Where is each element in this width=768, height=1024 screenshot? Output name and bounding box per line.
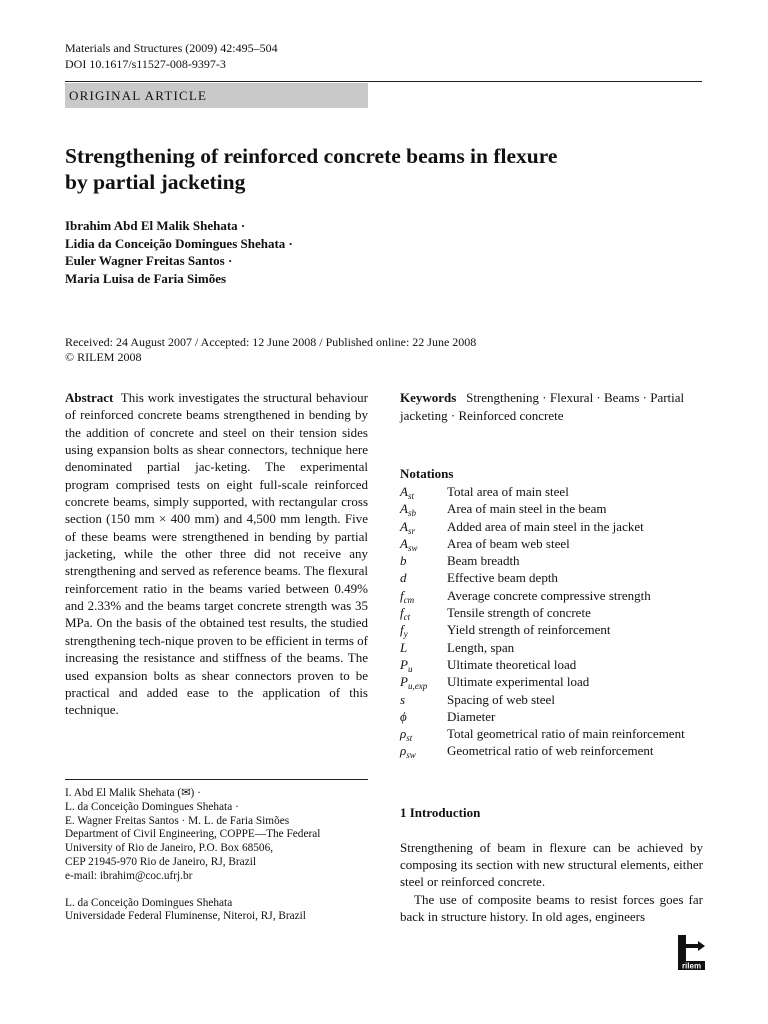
keywords-heading: Keywords — [400, 390, 457, 405]
intro-paragraph: The use of composite beams to resist forces goes far back in structure history. In old ages, engineers — [400, 891, 703, 924]
author-name: Lidia da Conceição Domingues Shehata · — [65, 235, 293, 251]
rilem-logo-text: rilem — [681, 961, 702, 970]
notation-definition: Diameter — [447, 708, 496, 724]
notation-symbol: ϕ — [400, 708, 407, 724]
notation-definition: Beam breadth — [447, 553, 520, 569]
introduction-body — [400, 839, 703, 925]
intro-paragraph: Strengthening of beam in flexure can be achieved by composing its section with new structural elements, either steel or reinforced concrete. — [400, 840, 703, 890]
notation-definition: Effective beam depth — [447, 570, 558, 586]
abstract-heading: Abstract — [65, 390, 114, 405]
footnote-line: L. da Conceição Domingues Shehata · — [65, 800, 239, 813]
notation-definition: Yield strength of reinforcement — [447, 622, 611, 638]
notation-definition: Length, span — [447, 639, 515, 655]
notation-definition: Ultimate theoretical load — [447, 656, 577, 672]
keywords-block — [400, 389, 705, 425]
notation-definition: Total area of main steel — [447, 484, 569, 499]
header-rule — [65, 81, 702, 82]
journal-citation — [65, 40, 278, 72]
notation-symbol: $A_{sr}$ — [400, 518, 415, 536]
notation-symbol: L — [400, 639, 408, 655]
footnote-line: I. Abd El Malik Shehata (✉) · — [65, 787, 201, 799]
notation-definition: Added area of main steel in the jacket — [447, 518, 644, 534]
abstract-block — [65, 389, 368, 719]
author-affiliation-footnote — [65, 787, 375, 924]
notation-symbol: $\rho_{st}$ — [400, 726, 413, 744]
notations-heading: Notations — [400, 466, 454, 481]
footnote-line: L. da Conceição Domingues Shehata — [65, 896, 233, 909]
author-list — [65, 217, 293, 287]
publication-dates — [65, 335, 476, 365]
notation-definition: Spacing of web steel — [447, 691, 555, 707]
notation-definition: Area of beam web steel — [447, 535, 570, 551]
notation-symbol: $\rho_{sw}$ — [400, 743, 416, 761]
rilem-logo-icon — [676, 935, 706, 970]
title-line-1: Strengthening of reinforced concrete beams in flexure — [65, 144, 558, 168]
notation-symbol: $A_{sw}$ — [400, 535, 418, 553]
notation-symbol: $f_{cm}$ — [400, 587, 415, 605]
notation-symbol: $A_{sb}$ — [400, 501, 416, 519]
footnote-line: Universidade Federal Fluminense, Niteroi, RJ, Brazil — [65, 910, 306, 923]
journal-line: Materials and Structures (2009) 42:495–504 — [65, 41, 278, 55]
abstract-text: This work investigates the structural behaviour of reinforced concrete beams strengthened in bending by the addition of concrete and steel on their tension sides using expansion bolts as shear connectors, technique here denominated partial jac-keting. The experimental program comprised tests on eight full-scale reinforced concrete beams, simply supported, with rectangular cross section (150 mm × 400 mm) and 4,500 mm length. Five of these beams were strengthened in bending by partial jacketing, while the other three did not receive any strengthening and served as reference beams. The flexural reinforcement ratio in the beams varied between 0.49% and 2.33% and the beams target concrete strength was 35 MPa. On the basis of the obtained test results, the studied strengthening tech-nique proven to be efficient in terms of increasing the resistance and stiffness of the beams. The used expansion bolts as shear connectors proven to be practical and added ease to the application of this technique. — [65, 390, 368, 718]
copyright-line: © RILEM 2008 — [65, 350, 142, 364]
notation-symbol: $A_{st}$ — [400, 484, 414, 501]
notation-symbol: b — [400, 553, 407, 569]
author-name: Euler Wagner Freitas Santos · — [65, 253, 233, 268]
received-line: Received: 24 August 2007 / Accepted: 12 June 2008 / Published online: 22 June 2008 — [65, 335, 477, 349]
footnote-line: University of Rio de Janeiro, P.O. Box 68506, — [65, 842, 274, 855]
article-type-band — [65, 83, 368, 108]
notation-definition: Tensile strength of concrete — [447, 605, 591, 621]
footnote-line: CEP 21945-970 Rio de Janeiro, RJ, Brazil — [65, 855, 256, 868]
notation-symbol: $f_y$ — [400, 622, 408, 640]
notation-symbol: $P_{u,exp}$ — [400, 674, 428, 692]
notation-symbol: s — [400, 691, 406, 707]
keywords-text: Strengthening · Flexural · Beams · Partial jacketing · Reinforced concrete — [400, 390, 685, 423]
title-line-2: by partial jacketing — [65, 170, 246, 194]
notation-symbol: d — [400, 570, 407, 586]
paper-title — [65, 143, 705, 195]
notation-definition: Average concrete compressive strength — [447, 587, 651, 603]
notation-definition: Ultimate experimental load — [447, 674, 590, 690]
author-name: Ibrahim Abd El Malik Shehata · — [65, 218, 246, 233]
doi-line: DOI 10.1617/s11527-008-9397-3 — [65, 57, 226, 71]
introduction-heading: 1 Introduction — [400, 805, 481, 820]
notation-definition: Area of main steel in the beam — [447, 501, 607, 517]
footnote-rule — [65, 779, 368, 780]
notation-definition: Total geometrical ratio of main reinforcement — [447, 726, 685, 742]
notation-definition: Geometrical ratio of web reinforcement — [447, 743, 654, 759]
author-name: Maria Luisa de Faria Simões — [65, 270, 227, 286]
footnote-line: Department of Civil Engineering, COPPE—The Federal — [65, 828, 321, 841]
notation-symbol: $P_u$ — [400, 656, 413, 674]
email-link[interactable]: e-mail: ibrahim@coc.ufrj.br — [65, 869, 193, 882]
article-type-label: ORIGINAL ARTICLE — [69, 88, 208, 103]
footnote-line: E. Wagner Freitas Santos · M. L. de Faria Simões — [65, 814, 290, 827]
notation-symbol: $f_{ct}$ — [400, 605, 411, 623]
